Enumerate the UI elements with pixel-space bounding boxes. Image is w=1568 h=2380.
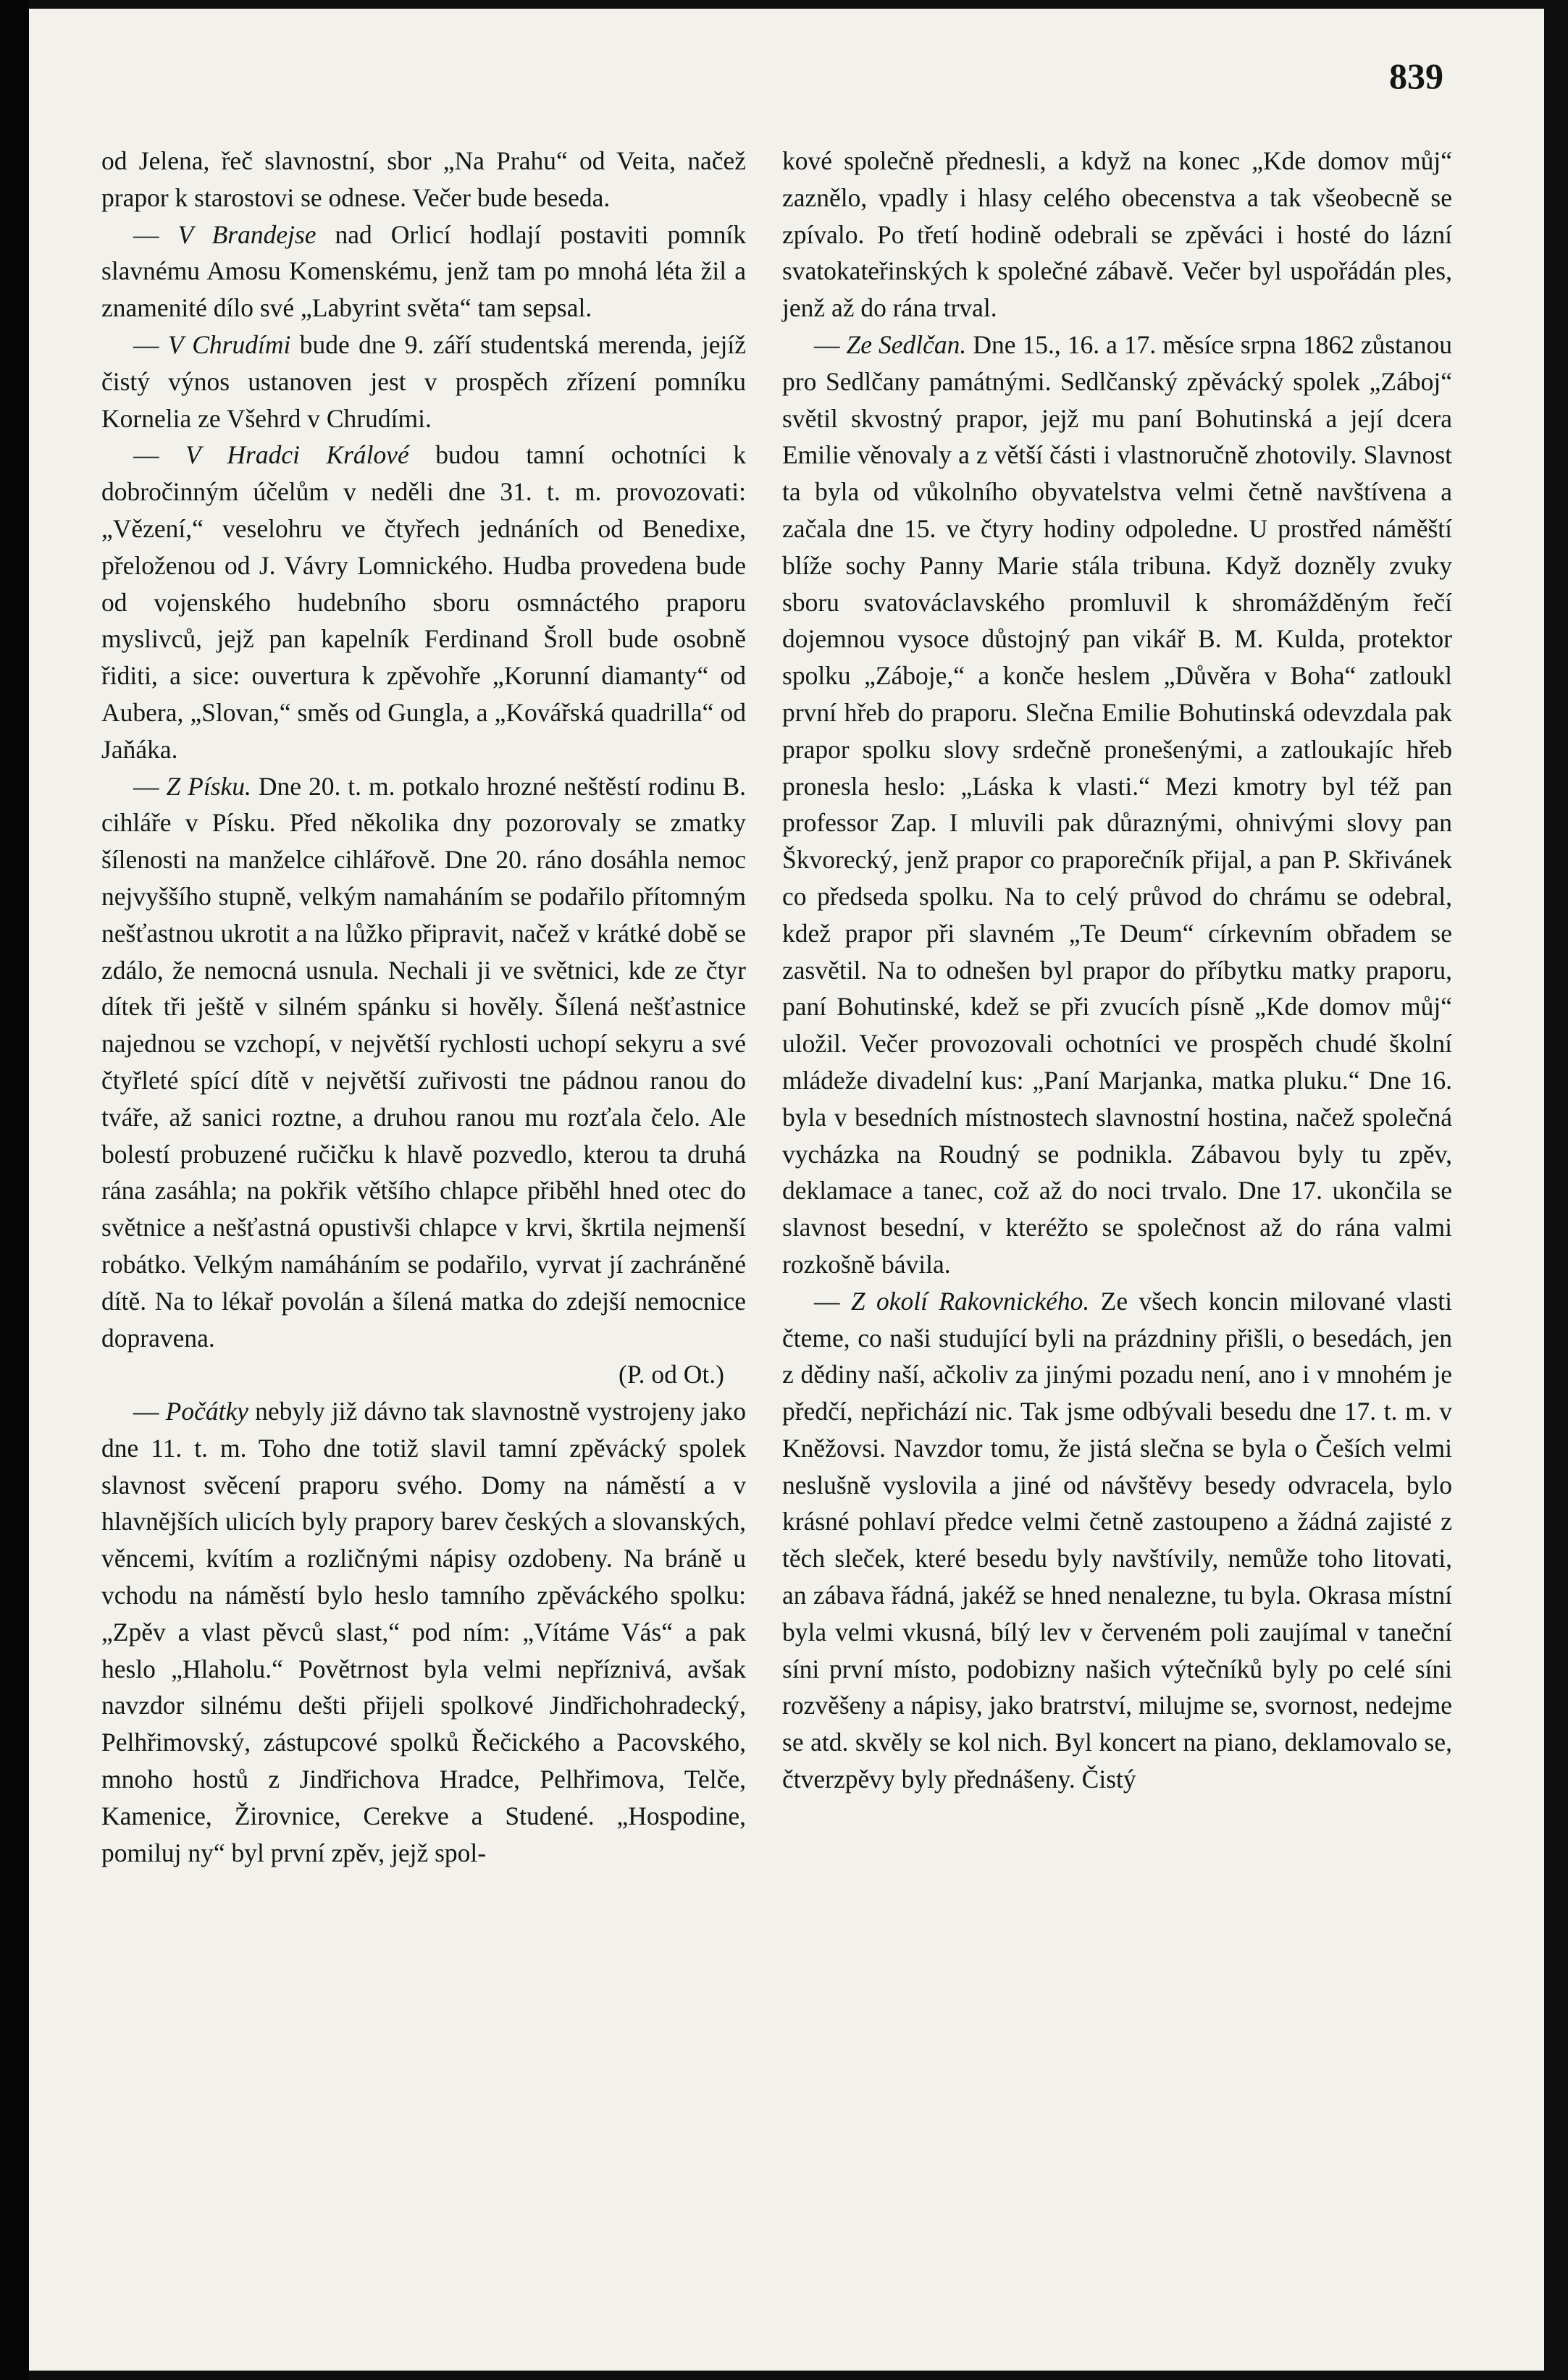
newspaper-page	[29, 9, 1544, 2371]
article-heading: Z Písku.	[166, 771, 251, 801]
article-signature: (P. od Ot.)	[619, 1360, 724, 1389]
right-column	[782, 143, 1452, 1798]
article-paragraph: od Jelena, řeč slavnostní, sbor „Na Prahu“ od Veita, načež prapor k starostovi se odnese. Večer bude beseda.	[101, 146, 746, 212]
article-paragraph: — Z okolí Rakovnického. Ze všech koncin milované vlasti čteme, co naši studující byli na prázdniny přišli, o besedách, jen z dědiny naší, ačkoliv za jinými pozadu není, ano i v mnohém je předčí, nepřichází nic. Tak jsme odbývali besedu dne 17. t. m. v Kněžovsi. Navzdor tomu, že jistá slečna se byla o Češích velmi neslušně vyslovila a jiné od návštěvy besedy odvracela, bylo krásné pohlaví předce velmi četně zastoupeno a žádná zajisté z těch sleček, které besedu byly navštívily, nemůže toho litovati, an zábava řádná, jakéž se hned nenalezne, tu byla. Okrasa místní byla velmi vkusná, bílý lev v červeném poli zaujímal v taneční síni první místo, podobizny našich výtečníků byly po celé síni rozvěšeny a nápisy, jako bratrství, milujme se, svornost, nedejme se atd. skvěly se kol nich. Byl koncert na piano, deklamovalo se, čtverzpěvy byly přednášeny. Čistý	[782, 1286, 1453, 1794]
article-heading: V Hradci Králové	[185, 440, 409, 470]
article-heading: V Chrudími	[167, 329, 291, 359]
article-heading: Z okolí Rakovnického.	[850, 1286, 1090, 1316]
article-heading: Ze Sedlčan.	[846, 329, 967, 359]
article-heading: Počátky	[165, 1397, 248, 1426]
article-paragraph: — V Chrudími bude dne 9. září studentská merenda, jejíž čistý výnos ustanoven jest v prospěch zřízení pomníku Kornelia ze Všehrd v Chrudími.	[101, 329, 747, 433]
article-paragraph: — V Brandejse nad Orlicí hodlají postaviti pomník slavnému Amosu Komenskému, jenž tam po mnohá léta žil a znamenité dílo své „Labyrint světa“ tam sepsal.	[101, 219, 746, 323]
page-number: 839	[1389, 56, 1443, 96]
article-paragraph: — Z Písku. Dne 20. t. m. potkalo hrozné neštěstí rodinu B. cihláře v Písku. Před několika dny pozorovaly se zmatky šílenosti na manželce cihlářově. Dne 20. ráno dosáhla nemoc nejvyššího stupně, velkým namaháním se podařilo přítomným nešťastnou ukrotit a na lůžko připravit, načež v krátké době se zdálo, že nemocná usnula. Nechali ji ve světnici, kde ze čtyr dítek tři ještě v silném spánku si hověly. Šílená nešťastnice najednou se vzchopí, v největší rychlosti uchopí sekyru a své čtyřleté spící dítě v největší zuřivosti tne pádnou ranou do tváře, až sanici roztne, a druhou ranou mu rozťala čelo. Ale bolestí probuzené ručičku k hlavě pozvedlo, kterou ta druhá rána zasáhla; na pokřik většího chlapce přiběhl hned otec do světnice a nešťastná opustivši chlapce v krvi, škrtila nejmenší robátko. Velkým namáháním se podařilo, vyrvat jí zachráněné dítě. Na to lékař povolán a šílená matka do zdejší nemocnice dopravena.	[101, 771, 746, 1353]
article-heading: V Brandejse	[177, 219, 316, 249]
left-column	[101, 143, 746, 1871]
article-paragraph: — Ze Sedlčan. Dne 15., 16. a 17. měsíce srpna 1862 zůstanou pro Sedlčany památnými. Sedlčanský zpěvácký spolek „Záboj“ světil skvostný prapor, jejž mu paní Bohutinská a její dcera Emilie věnovaly a z větší části i vlastnoručně zhotovily. Slavnost ta byla od vůkolního obyvatelstva velmi četně navštívena a začala dne 15. ve čtyry hodiny odpoledne. U prostřed náměští blíže sochy Panny Marie stála tribuna. Když dozněly zvuky sboru svatováclavského promluvil k shromážděným řečí dojemnou vysoce důstojný pan vikář B. M. Kulda, protektor spolku „Záboje,“ a konče heslem „Důvěra v Boha“ zatloukl první hřeb do praporu. Slečna Emilie Bohutinská odevzdala pak prapor spolku slovy srdečně pronešenými, a zatloukajíc hřeb pronesla heslo: „Láska k vlasti.“ Mezi kmotry byl též pan professor Zap. I mluvili pak důraznými, ohnivými slovy pan Škvorecký, jenž prapor co praporečník přijal, a pan P. Skřivánek co předseda spolku. Na to celý průvod do chrámu se odebral, kdež prapor při slavném „Te Deum“ církevním obřadem se zasvětil. Na to odnešen byl prapor do příbytku matky praporu, paní Bohutinské, kdež se při zvucích písně „Kde domov můj“ uložil. Večer provozovali ochotníci ve prospěch chudé školní mládeže divadelní kus: „Paní Marjanka, matka pluku.“ Dne 16. byla v besedních místnostech slavnostní hostina, načež společná vycházka na Roudný se podnikla. Zábavou byly tu zpěv, deklamace a tanec, což až do noci trvalo. Dne 17. ukončila se slavnost besední, v kteréžto se společnost až do rána valmi rozkošně bávila.	[782, 329, 1453, 1279]
binding-edge	[0, 0, 29, 2380]
article-paragraph: — Počátky nebyly již dávno tak slavnostně vystrojeny jako dne 11. t. m. Toho dne totiž slavil tamní zpěvácký spolek slavnost svěcení praporu svého. Domy na náměstí a v hlavnějších ulicích byly prapory barev českých a slovanských, věncemi, kvítím a rozličnými nápisy ozdobeny. Na bráně u vchodu na náměstí bylo heslo tamního zpěváckého spolku: „Zpěv a vlast pěvců slast,“ pod ním: „Vítáme Vás“ a pak heslo „Hlaholu.“ Povětrnost byla velmi nepříznivá, avšak navzdor silnému dešti přijeli spolkové Jindřichohradecký, Pelhřimovský, zástupcové spolků Řečického a Pacovského, mnoho hostů z Jindřichova Hradce, Pelhřimova, Telče, Kamenice, Žirovnice, Cerekve a Studené. „Hospodine, pomiluj ny“ byl první zpěv, jejž spol-	[101, 1397, 747, 1867]
article-paragraph: — V Hradci Králové budou tamní ochotníci k dobročinným účelům v neděli dne 31. t. m. provozovati: „Vězení,“ veselohru ve čtyřech jednáních od Benedixe, přeloženou od J. Vávry Lomnického. Hudba provedena bude od vojenského hudebního sboru osmnáctého praporu myslivců, jejž pan kapelník Ferdinand Šroll bude osobně řiditi, a sice: ouvertura k zpěvohře „Korunní diamanty“ od Aubera, „Slovan,“ směs od Gungla, a „Kovářská quadrilla“ od Jaňáka.	[101, 440, 746, 764]
article-paragraph: kové společně přednesli, a když na konec „Kde domov můj“ zaznělo, vpadly i hlasy celého obecenstva a tak všeobecně se zpívalo. Po třetí hodině odebrali se zpěváci i hosté do lázní svatokateřinských k společné zábavě. Večer byl uspořádán ples, jenž až do rána trval.	[782, 146, 1452, 323]
